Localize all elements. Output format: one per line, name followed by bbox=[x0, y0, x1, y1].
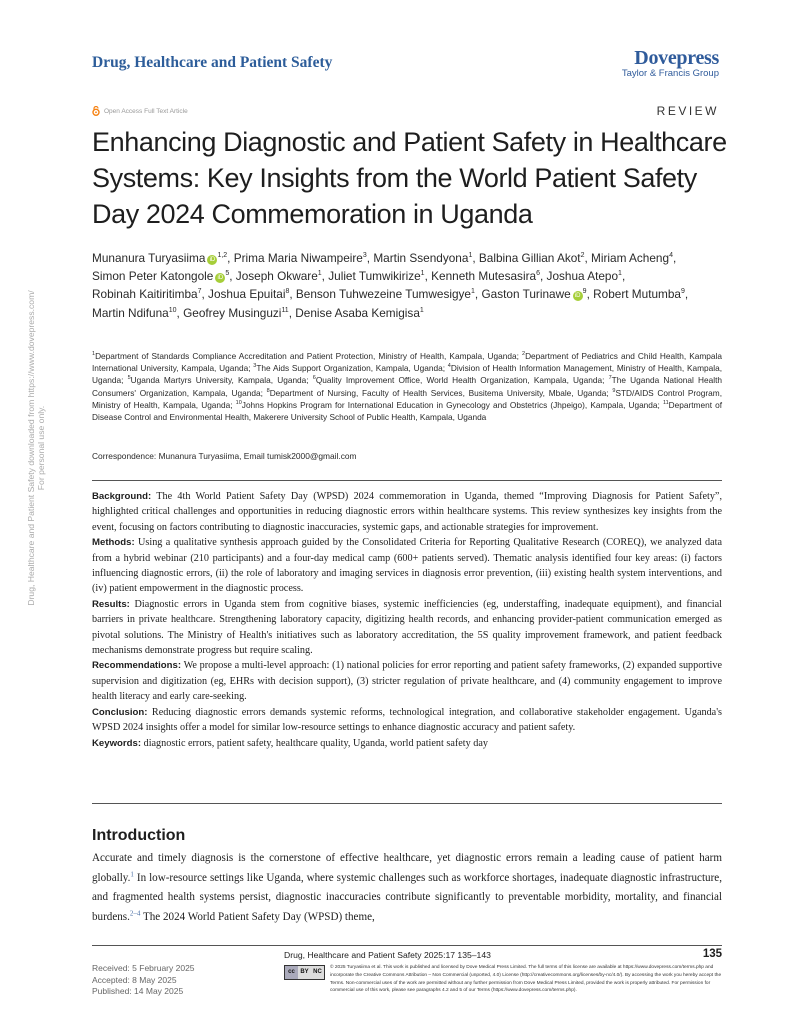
affiliation-text: The Uganda National Health Consumers' Organization, Kampala, Uganda; bbox=[92, 375, 722, 398]
abstract-section-text: Using a qualitative synthesis approach guided by the Consolidated Criteria for Reporting Qualitative Research (COREQ), we analyzed data from a hybrid webinar (210 participants) and a four-day medical camp (600+ patients served). Thematic analysis identified four key areas: (i) factors influencing diagnostic errors, (ii) the role of laboratory and imaging services in diagnosis error prevention, (iii) existing health system interventions, and (iv) patient empowerment in the diagnostic process. bbox=[92, 537, 722, 595]
publisher-logo[interactable] bbox=[622, 48, 719, 80]
author-affiliation-marker: 4 bbox=[669, 252, 673, 260]
author-affiliation-marker: 9 bbox=[681, 288, 685, 296]
affiliation-text: Johns Hopkins Program for International Education in Gynecology and Obstetrics (Jhpeigo), Kampala, Uganda; bbox=[241, 399, 663, 410]
affiliation-text: Department of Nursing, Faculty of Health Services, Busitema University, Mbale, Uganda; bbox=[269, 387, 613, 398]
reference-link[interactable]: 2–4 bbox=[129, 909, 141, 918]
author-name[interactable]: Simon Peter Katongole $iD^5$, bbox=[92, 269, 233, 284]
author-affiliation-marker: 1 bbox=[468, 252, 473, 260]
author-affiliation-marker: 1 bbox=[471, 288, 475, 296]
cc-license-icon[interactable] bbox=[284, 965, 325, 980]
watermark-line-1: Drug, Healthcare and Patient Safety downloaded from https://www.dovepress.com/ bbox=[26, 290, 36, 606]
affiliations bbox=[92, 350, 722, 423]
affiliation-text: Department of Standards Compliance Accreditation and Patient Protection, Ministry of Health, Kampala, Uganda; bbox=[95, 351, 522, 361]
affiliation-number: 5 bbox=[127, 375, 131, 382]
author-name[interactable]: Martin Ndifuna$^{10}$, bbox=[92, 305, 180, 320]
author-affiliation-marker: 1 bbox=[317, 270, 322, 278]
author-name[interactable]: Benson Tuhwezeine Tumwesigye$^1$, bbox=[295, 287, 479, 302]
author-name[interactable]: Munanura Turyasiima iD$^{1,2}$, bbox=[92, 251, 231, 265]
author-name[interactable]: Geofrey Musinguzi$^{11}$, bbox=[183, 305, 292, 320]
affiliation-number: 6 bbox=[312, 375, 316, 382]
affiliation-text: STD/AIDS Control Program, Ministry of Health, Kampala, Uganda; bbox=[92, 387, 723, 410]
abstract-section-text: We propose a multi-level approach: (1) national policies for error reporting and patient safety frameworks, (2) expanded supportive supervision and digitization (eg, EHRs with decision support), (3) stricter regulation of private healthcare, and (4) community engagement to improve health literacy and early care-seeking. bbox=[92, 660, 722, 703]
open-access-lock-icon bbox=[92, 106, 100, 116]
author-name[interactable]: Prima Maria Niwampeire$^3$, bbox=[233, 251, 371, 265]
affiliation-number: 11 bbox=[662, 400, 669, 407]
article-type: REVIEW bbox=[656, 104, 719, 118]
abstract-section-text: diagnostic errors, patient safety, healthcare quality, Uganda, world patient safety day bbox=[141, 737, 488, 749]
author-affiliation-marker: 1,2 bbox=[217, 252, 228, 260]
accepted-date: Accepted: 8 May 2025 bbox=[92, 974, 177, 985]
abstract-section-label: Conclusion: bbox=[92, 706, 148, 718]
cc-by-label: BY bbox=[300, 969, 309, 975]
affiliation-text: Division of Health Information Management, Ministry of Health, Kampala, Uganda; bbox=[92, 363, 723, 386]
cc-nc-label: NC bbox=[313, 969, 322, 975]
intro-text-part: Accurate and timely diagnosis is the cornerstone of effective healthcare, yet diagnostic errors remain a leading cause of patient harm globally. bbox=[92, 852, 722, 884]
author-name[interactable]: Martin Ssendyona$^1$, bbox=[373, 251, 476, 265]
abstract-section-label: Background: bbox=[92, 491, 152, 502]
author-affiliation-marker: 3 bbox=[362, 252, 367, 260]
abstract-section-label: Methods: bbox=[92, 537, 135, 549]
author-affiliation-marker: 8 bbox=[285, 288, 290, 296]
affiliation-number: 1 bbox=[92, 351, 96, 358]
abstract bbox=[92, 489, 722, 751]
author-name[interactable]: Miriam Acheng$^4$, bbox=[591, 251, 677, 265]
author-name[interactable]: Kenneth Mutesasira$^6$, bbox=[431, 269, 544, 284]
affiliation-text: The Aids Support Organization, Kampala, Uganda; bbox=[256, 363, 448, 374]
affiliation-number: 10 bbox=[235, 400, 242, 407]
author-name[interactable]: Gaston Turinawe $iD^9$, bbox=[481, 287, 590, 302]
received-date: Received: 5 February 2025 bbox=[92, 963, 195, 973]
author-affiliation-marker: 1 bbox=[618, 270, 622, 278]
author-name[interactable]: Denise Asaba Kemigisa$^1$ bbox=[295, 305, 424, 320]
abstract-section-text: Reducing diagnostic errors demands systemic reforms, technological integration, and collaborative stakeholder engagement. Uganda's WPSD 2024 insights offer a model for similar low-resource settings to enhance diagnostic accuracy and patient safety. bbox=[92, 706, 722, 734]
author-affiliation-marker: 11 bbox=[281, 306, 289, 314]
abstract-section bbox=[92, 535, 722, 597]
abstract-section bbox=[92, 597, 722, 659]
intro-text-part: The 2024 World Patient Safety Day (WPSD) theme, bbox=[140, 910, 375, 923]
abstract-section-text: The 4th World Patient Safety Day (WPSD) 2024 commemoration in Uganda, themed “Improving Diagnosis for Patient Safety”, highlighted critical challenges and opportunities in reducing diagnostic errors within healthcare systems. This review synthesizes key insights from the event, focusing on factors contributing to diagnostic inaccuracies, systemic gaps, and actionable strategies for improvement. bbox=[92, 491, 722, 533]
abstract-section-label: Results: bbox=[92, 598, 130, 610]
author-name[interactable]: Robert Mutumba$^9$, bbox=[593, 287, 689, 302]
abstract-section bbox=[92, 736, 722, 751]
publisher-group: Taylor & Francis Group bbox=[621, 68, 719, 79]
affiliation-text: Department of Disease Control and Environmental Health, Makerere University School of Public Health, Kampala, Uganda bbox=[92, 399, 723, 423]
affiliation-text: Department of Pediatrics and Child Health, Kampala International University, Kampala, Uganda; bbox=[92, 351, 722, 374]
author-name[interactable]: Joshua Epuitai$^8$, bbox=[208, 287, 293, 302]
affiliation-text: Uganda Martyrs University, Kampala, Uganda; bbox=[130, 375, 313, 386]
publication-dates bbox=[92, 963, 195, 998]
author-affiliation-marker: 2 bbox=[580, 252, 585, 260]
article-title: Enhancing Diagnostic and Patient Safety in Healthcare Systems: Key Insights from the World Patient Safety Day 2024 Commemoration in Uganda bbox=[92, 127, 727, 229]
author-affiliation-marker: 10 bbox=[168, 306, 177, 314]
abstract-section bbox=[92, 658, 722, 704]
cc-label: cc bbox=[285, 966, 298, 979]
affiliation-number: 3 bbox=[253, 363, 257, 370]
abstract-section bbox=[92, 489, 722, 535]
open-access-badge bbox=[92, 106, 188, 116]
orcid-icon[interactable]: iD bbox=[207, 255, 217, 265]
author-affiliation-marker: 1 bbox=[419, 306, 424, 314]
author-name[interactable]: Robinah Kaitiritimba$^7$, bbox=[92, 287, 205, 302]
affiliation-text: Quality Improvement Office, World Health Organization, Kampala, Uganda; bbox=[315, 375, 609, 386]
license-text: © 2025 Turyasiima et al. This work is published and licensed by Dove Medical Press Limited. The full terms of this license are available at https://www.dovepress.com/terms.php and incorporate the Creative Commons Attribution – Non Commercial (unported, 4.0) License (http://creativecommons.org/licenses/by-nc/4.0/). By accessing the work you hereby accept the Terms. Non-commercial uses of the work are permitted without any further permission from Dove Medical Press Limited, provided the work is properly attributed. For permission for commercial use of this work, please see paragraphs 4.2 and 5 of our Terms (https://www.dovepress.com/terms.php). bbox=[330, 965, 722, 994]
abstract-section-text: Diagnostic errors in Uganda stem from cognitive biases, systemic inefficiencies (eg, understaffing, inadequate equipment), and financial barriers in private healthcare. Strengthening laboratory capacity, digitizing health records, and enhancing provider-patient communication emerged as pivotal solutions. The Ministry of Health's initiatives such as laboratory accreditation, the 5S quality improvement framework, and patient feedback mechanisms demonstrate progress but require scaling. bbox=[92, 598, 722, 657]
intro-text-part: In low-resource settings like Uganda, where systemic challenges such as workforce shortages, inadequate diagnostic infrastructure, and fragmented health systems persist, diagnostic inaccuracies contribute significantly to preventable morbidity, mortality, and financial burdens. bbox=[92, 871, 722, 923]
introduction-text bbox=[92, 849, 722, 927]
affiliation-number: 9 bbox=[612, 387, 616, 394]
author-affiliation-marker: 9 bbox=[582, 288, 587, 296]
correspondence: Correspondence: Munanura Turyasiima, Email tumisk2000@gmail.com bbox=[92, 451, 357, 461]
abstract-section-label: Keywords: bbox=[92, 737, 142, 749]
affiliation-number: 7 bbox=[608, 375, 612, 382]
footer-citation: Drug, Healthcare and Patient Safety 2025:17 135–143 bbox=[284, 950, 491, 960]
page-number: 135 bbox=[702, 948, 722, 960]
author-name[interactable]: Joshua Atepo$^1$, bbox=[546, 269, 626, 284]
abstract-section-label: Recommendations: bbox=[92, 660, 182, 672]
published-date: Published: 14 May 2025 bbox=[92, 986, 184, 996]
publisher-name: Dovepress bbox=[634, 47, 719, 69]
download-watermark bbox=[26, 253, 46, 643]
journal-name: Drug, Healthcare and Patient Safety bbox=[92, 54, 333, 71]
author-name[interactable]: Balbina Gillian Akot$^2$, bbox=[478, 251, 588, 265]
author-affiliation-marker: 7 bbox=[197, 288, 202, 296]
affiliation-number: 8 bbox=[266, 387, 270, 394]
author-name[interactable]: Joseph Okware$^1$, bbox=[235, 269, 325, 284]
author-affiliation-marker: 5 bbox=[225, 270, 230, 278]
footer-rule bbox=[92, 945, 722, 946]
abstract-top-rule bbox=[92, 480, 722, 481]
author-affiliation-marker: 1 bbox=[420, 270, 425, 278]
orcid-icon[interactable]: iD bbox=[215, 273, 225, 283]
abstract-section bbox=[92, 705, 722, 736]
orcid-icon[interactable]: iD bbox=[573, 291, 583, 301]
watermark-line-2: For personal use only. bbox=[36, 405, 46, 491]
author-name[interactable]: Juliet Tumwikirize$^1$, bbox=[328, 269, 428, 284]
open-access-label: Open Access Full Text Article bbox=[104, 107, 188, 115]
affiliation-number: 4 bbox=[447, 363, 451, 370]
author-list bbox=[92, 249, 712, 322]
reference-link[interactable]: 1 bbox=[130, 869, 134, 878]
author-affiliation-marker: 6 bbox=[536, 270, 540, 278]
section-heading-introduction: Introduction bbox=[92, 827, 186, 844]
affiliation-number: 2 bbox=[522, 351, 526, 358]
abstract-bottom-rule bbox=[92, 803, 722, 804]
